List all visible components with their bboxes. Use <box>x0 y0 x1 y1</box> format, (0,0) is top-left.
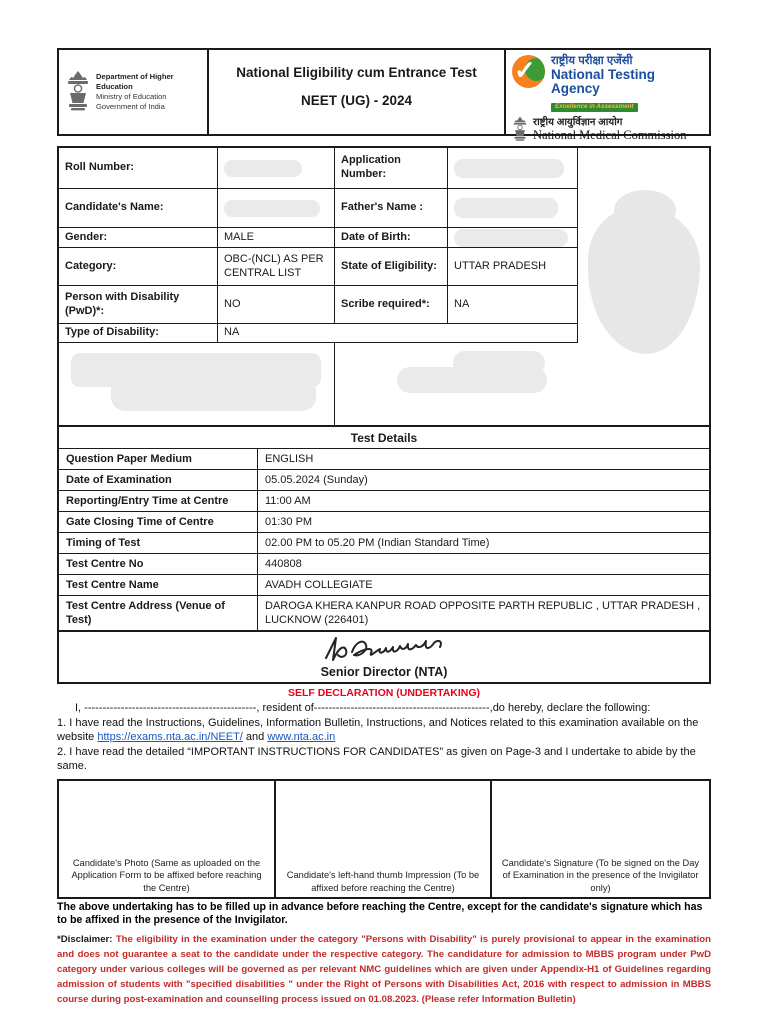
nta-name-hindi: राष्ट्रीय परीक्षा एजेंसी <box>551 55 633 67</box>
nmc-name-english: National Medical Commission <box>533 128 687 143</box>
test-detail-value: DAROGA KHERA KANPUR ROAD OPPOSITE PARTH REPUBLIC , UTTAR PRADESH , LUCKNOW (226401) <box>265 599 701 626</box>
undertaking-note: The above undertaking has to be filled up in advance before reaching the Centre, except for the candidate's signature which has to be affixed in the presence of the Invigilator. <box>57 900 703 927</box>
photo-box-caption: Candidate's Photo (Same as uploaded on the Application Form to be affixed before reaching the Centre) <box>71 858 262 893</box>
disability-type-value: NA <box>218 324 578 343</box>
state-label: State of Eligibility: <box>335 248 448 286</box>
test-detail-label: Date of Examination <box>59 470 258 491</box>
agency-block <box>506 50 709 143</box>
redacted-father-name <box>454 198 558 218</box>
gender-value: MALE <box>218 228 335 248</box>
redacted-candidate-photo <box>588 206 700 354</box>
nta-logo-row <box>512 55 703 113</box>
nta-tagline-badge: Excellence in Assessment <box>551 103 638 112</box>
candidate-signature-box <box>490 779 711 899</box>
test-detail-label: Timing of Test <box>59 533 258 554</box>
nta-logo-icon: ✓ <box>512 55 545 88</box>
test-detail-value: 01:30 PM <box>258 512 709 533</box>
senior-director-signature-icon <box>318 634 450 664</box>
test-detail-value: ENGLISH <box>258 449 709 470</box>
application-number-value <box>448 148 578 189</box>
test-details-table <box>57 427 711 632</box>
candidate-photo-box <box>57 779 276 899</box>
document-header <box>57 48 711 143</box>
gender-label: Gender: <box>59 228 218 248</box>
dept-line-2: Ministry of Education <box>96 92 167 101</box>
nmc-logo-row <box>512 116 703 143</box>
exam-title-block <box>209 50 506 134</box>
thumb-impression-box <box>274 779 492 899</box>
test-detail-value: AVADH COLLEGIATE <box>258 575 709 596</box>
redacted-dob <box>454 229 568 247</box>
redacted-application-number <box>454 159 564 178</box>
candidate-name-label: Candidate's Name: <box>59 189 218 228</box>
test-detail-label: Test Centre Name <box>59 575 258 596</box>
ministry-text <box>96 72 203 113</box>
pwd-label: Person with Disability (PwD)*: <box>59 286 218 324</box>
redacted-signature-mark <box>397 367 547 393</box>
affix-boxes-row <box>57 779 711 899</box>
declaration-item-1: 1. I have read the Instructions, Guidelines, Information Bulletin, Instructions, and Notices related to this examination available on the website https://exams.nta.ac.in/NEET/ and www.nta.ac.in <box>57 716 699 744</box>
self-declaration-heading: SELF DECLARATION (UNDERTAKING) <box>287 687 481 699</box>
exam-subtitle: NEET (UG) - 2024 <box>300 93 413 108</box>
scribe-label: Scribe required*: <box>335 286 448 324</box>
redacted-candidate-name <box>224 200 320 217</box>
test-detail-label: Question Paper Medium <box>59 449 258 470</box>
redacted-address-line <box>111 375 316 411</box>
signatory-block <box>57 632 711 684</box>
test-detail-value: 11:00 AM <box>258 491 709 512</box>
ministry-block <box>59 50 209 134</box>
dob-value <box>448 228 578 248</box>
declaration-item-2: 2. I have read the detailed “IMPORTANT INSTRUCTIONS FOR CANDIDATES” as given on Page-3 and I undertake to abide by the same. <box>57 745 696 773</box>
nta-name-english: National Testing Agency <box>551 67 656 97</box>
declaration-text <box>57 701 711 774</box>
dob-label: Date of Birth: <box>335 228 448 248</box>
nmc-emblem-icon <box>512 116 528 143</box>
category-value: OBC-(NCL) AS PER CENTRAL LIST <box>218 248 335 286</box>
candidate-name-value <box>218 189 335 228</box>
disability-type-label: Type of Disability: <box>59 324 218 343</box>
exam-title: National Eligibility cum Entrance Test <box>236 65 477 80</box>
roll-number-label: Roll Number: <box>59 148 218 189</box>
dept-line-3: Government of India <box>96 102 165 112</box>
test-detail-value: 05.05.2024 (Sunday) <box>258 470 709 491</box>
candidate-info-table <box>57 146 711 427</box>
father-name-value <box>448 189 578 228</box>
nmc-name-hindi: राष्ट्रीय आयुर्विज्ञान आयोग <box>533 116 623 128</box>
declaration-intro: I, -----------------------------------------------, resident of------------------------------------------------,do hereby, declare the following: <box>75 702 651 714</box>
test-detail-label: Reporting/Entry Time at Centre <box>59 491 258 512</box>
redacted-address-box <box>59 343 335 425</box>
thumb-box-caption: Candidate's left-hand thumb Impression (To be affixed before reaching the Centre) <box>286 870 480 893</box>
father-name-label: Father's Name : <box>335 189 448 228</box>
disclaimer-text: *Disclaimer: The eligibility in the examination under the category "Persons with Disability" is purely provisional to appear in the examination and does not guarantee a seat to the candidate under the respective category. The candidature for admission to MBBS program under PwD category under various colleges will be governed as per relevant NMC guidelines which are given under Appendix-H1 of Guidelines regarding admission of students with "specified disabilities " under the Right of Persons with Disabilities Act, 2016 with respect to admission in MBBS course during post-examination and counselling process issued on 01.08.2023. (Please refer Information Bulletin) <box>57 934 711 1005</box>
candidate-photo-cell <box>578 148 709 425</box>
roll-number-value <box>218 148 335 189</box>
category-label: Category: <box>59 248 218 286</box>
ashoka-emblem-icon <box>65 70 91 114</box>
signatory-title: Senior Director (NTA) <box>320 665 448 679</box>
redacted-signature-box <box>335 343 578 425</box>
test-details-title: Test Details <box>59 427 709 449</box>
pwd-value: NO <box>218 286 335 324</box>
dept-line-1: Department of Higher Education <box>96 71 174 91</box>
state-value: UTTAR PRADESH <box>448 248 578 286</box>
test-detail-value: 02.00 PM to 05.20 PM (Indian Standard Time) <box>258 533 709 554</box>
nta-website-link[interactable]: www.nta.ac.in <box>267 731 336 744</box>
test-detail-label: Gate Closing Time of Centre <box>59 512 258 533</box>
redacted-roll-number <box>224 160 302 177</box>
application-number-label: Application Number: <box>335 148 448 189</box>
test-detail-label: Test Centre No <box>59 554 258 575</box>
disclaimer-label: *Disclaimer: <box>57 934 113 946</box>
signature-box-caption: Candidate's Signature (To be signed on the Day of Examination in the presence of the Invigilator only) <box>501 858 700 893</box>
test-detail-label: Test Centre Address (Venue of Test) <box>59 596 258 630</box>
neet-website-link[interactable]: https://exams.nta.ac.in/NEET/ <box>97 731 243 744</box>
scribe-value: NA <box>448 286 578 324</box>
test-detail-value: 440808 <box>258 554 709 575</box>
